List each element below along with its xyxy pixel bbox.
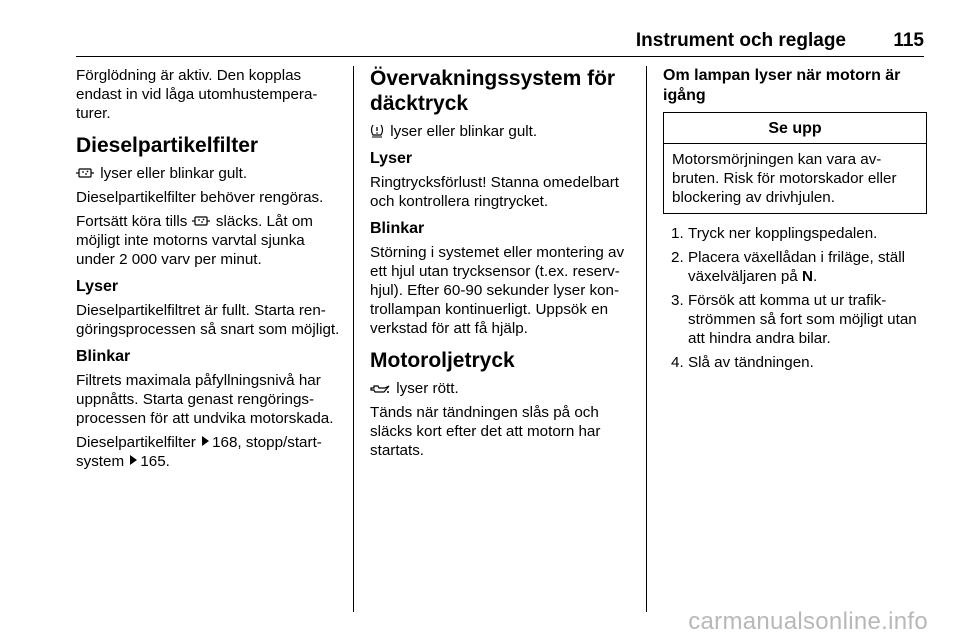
ref-dpf: Dieselpartikelfilter bbox=[76, 434, 196, 451]
warning-text: Motorsmörjningen kan vara avbruten. Risk för motorskador eller blockering av drivhjulen. bbox=[672, 151, 897, 206]
header-rule bbox=[76, 56, 924, 57]
page-ref-arrow-icon[interactable] bbox=[202, 436, 209, 446]
dpf-continue-b: släcks. Låt om möjligt inte motorns varvtal sjunka under 2 000 varv per minut. bbox=[76, 213, 313, 268]
watermark: carmanualsonline.info bbox=[688, 608, 928, 635]
step-text: Placera växellådan i friläge, ställ växelväljaren på bbox=[688, 249, 905, 285]
dpf-status-line bbox=[76, 164, 340, 183]
list-item bbox=[663, 291, 927, 348]
step-number: 2. bbox=[671, 249, 684, 266]
oil-status-line bbox=[370, 379, 634, 398]
list-item bbox=[663, 224, 927, 243]
column-2 bbox=[370, 66, 634, 465]
dpf-continue-text bbox=[76, 212, 340, 269]
dpf-status-text: lyser eller blinkar gult. bbox=[100, 165, 248, 182]
steps-list bbox=[663, 224, 927, 372]
engine-running-heading: Om lampan lyser när motorn är igång bbox=[663, 67, 901, 104]
warning-title: Se upp bbox=[664, 113, 926, 144]
blinkar-heading: Blinkar bbox=[370, 220, 425, 237]
tpms-status-line bbox=[370, 122, 634, 141]
blinkar-heading: Blinkar bbox=[76, 348, 131, 365]
list-item bbox=[663, 353, 927, 372]
lyser-text: Ringtrycksförlust! Stanna omedelbart och kontrollera ringtrycket. bbox=[370, 174, 620, 210]
page-header bbox=[76, 24, 924, 54]
step-text: Slå av tändningen. bbox=[688, 354, 814, 371]
tire-pressure-icon bbox=[370, 123, 384, 138]
intro-text: Förglödning är aktiv. Den kopplas endast in vid låga utomhustemperaturer. bbox=[76, 67, 318, 122]
page-number: 115 bbox=[893, 30, 924, 51]
step-bold-value: N bbox=[802, 268, 813, 285]
dpf-heading: Dieselpartikelfilter bbox=[76, 134, 259, 157]
diesel-particulate-filter-icon bbox=[192, 214, 210, 228]
warning-box bbox=[663, 112, 927, 214]
column-divider bbox=[646, 66, 647, 612]
lyser-heading: Lyser bbox=[370, 150, 413, 167]
tpms-status-text: lyser eller blinkar gult. bbox=[390, 123, 538, 140]
step-number: 3. bbox=[671, 292, 684, 309]
lyser-heading: Lyser bbox=[76, 278, 119, 295]
step-number: 1. bbox=[671, 225, 684, 242]
page-ref-arrow-icon[interactable] bbox=[130, 455, 137, 465]
list-item bbox=[663, 248, 927, 286]
oil-pressure-icon bbox=[370, 383, 390, 395]
blinkar-text: Filtrets maximala påfyllningsnivå har uppnåtts. Starta genast rengöringsprocessen för att undvika motorskada. bbox=[76, 372, 334, 427]
oil-text: Tänds när tändningen slås på och släcks kort efter det att motorn har startats. bbox=[370, 404, 601, 459]
step-text: Tryck ner kopplingspedalen. bbox=[688, 225, 878, 242]
blinkar-text: Störning i systemet eller montering av ett hjul utan trycksensor (t.ex. reservhjul). Efter 60-90 sekunder lyser kontrollampan kontinuerligt. Uppsök en verkstad för att få hjälp. bbox=[370, 244, 625, 337]
ref-page-165[interactable]: 165. bbox=[140, 453, 170, 470]
column-divider bbox=[353, 66, 354, 612]
oil-pressure-heading: Motoroljetryck bbox=[370, 349, 515, 372]
reference-text bbox=[76, 433, 340, 471]
diesel-particulate-filter-icon bbox=[76, 166, 94, 180]
step-punct: . bbox=[812, 268, 818, 285]
column-1 bbox=[76, 66, 340, 476]
step-text: Försök att komma ut ur trafikströmmen så fort som möjligt utan att hindra andra bilar. bbox=[688, 292, 917, 347]
dpf-clean-text: Dieselpartikelfilter behöver rengöras. bbox=[76, 189, 324, 206]
lyser-text: Dieselpartikelfiltret är fullt. Starta rengöringsprocessen så snart som möjligt. bbox=[76, 302, 340, 338]
step-number: 4. bbox=[671, 354, 684, 371]
column-3 bbox=[663, 66, 927, 377]
dpf-continue-a: Fortsätt köra tills bbox=[76, 213, 188, 230]
tpms-heading: Övervakningssystem för däcktryck bbox=[370, 67, 616, 115]
page-title: Instrument och reglage bbox=[635, 30, 846, 51]
oil-status-text: lyser rött. bbox=[396, 380, 459, 397]
ref-stopstart[interactable]: 168, stopp/start-system bbox=[76, 434, 322, 470]
